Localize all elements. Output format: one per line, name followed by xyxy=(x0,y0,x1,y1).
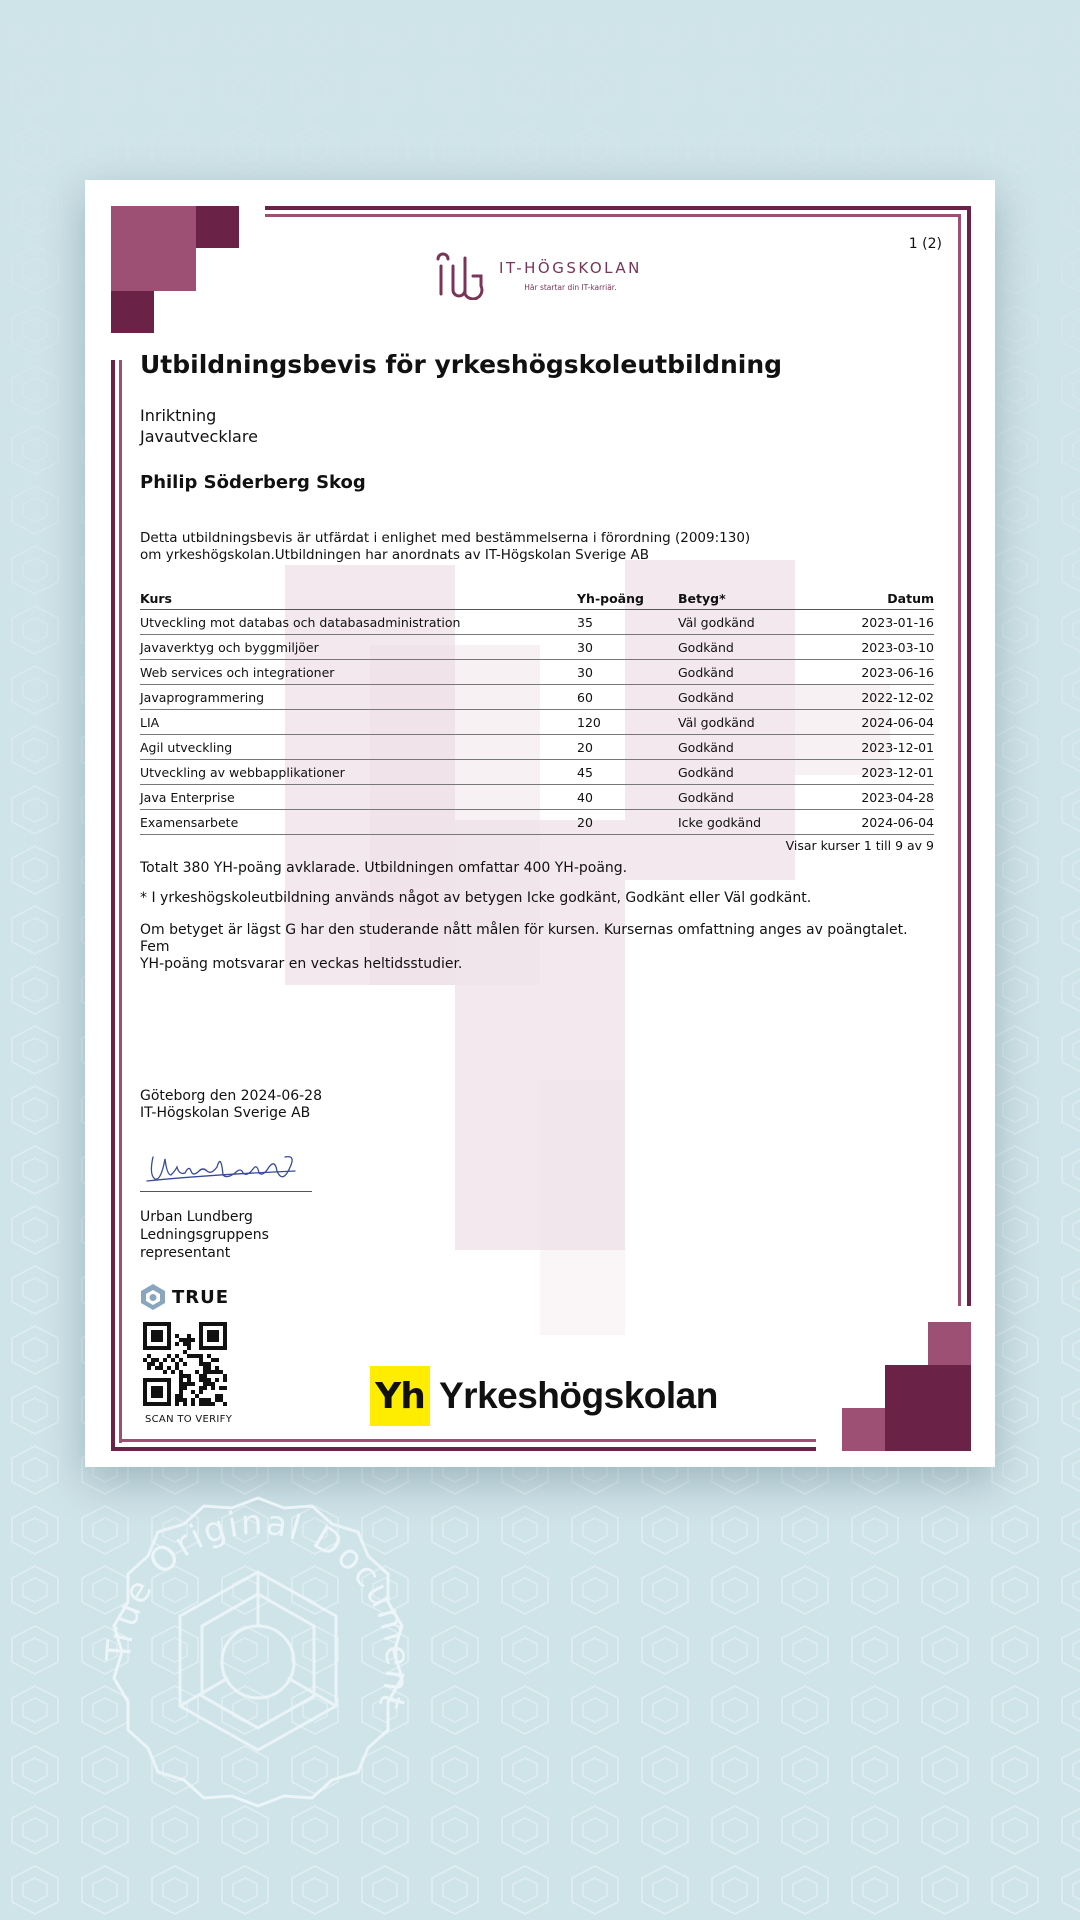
frame-bottom-line xyxy=(119,1439,816,1442)
scan-to-verify-label: SCAN TO VERIFY xyxy=(145,1414,233,1425)
yrkeshogskolan-logo xyxy=(370,1366,718,1426)
course-name: Web services och integrationer xyxy=(140,660,577,685)
corner-square xyxy=(111,206,196,291)
table-showing-count: Visar kurser 1 till 9 av 9 xyxy=(785,838,934,853)
table-header-row xyxy=(140,585,934,610)
issue-place-date xyxy=(140,1088,322,1122)
frame-top-line xyxy=(265,206,971,210)
frame-left-line xyxy=(119,360,122,1443)
course-grade: Godkänd xyxy=(678,685,818,710)
header-date: Datum xyxy=(818,585,934,610)
grade-explanation-line: Om betyget är lägst G har den studerande nått målen för kursen. Kursernas omfattning anges av poängtalet. Fem xyxy=(140,922,908,955)
signer-block xyxy=(140,1208,269,1262)
grade-explanation xyxy=(140,922,940,973)
course-date: 2023-12-01 xyxy=(818,760,934,785)
course-name: Java Enterprise xyxy=(140,785,577,810)
course-grade: Väl godkänd xyxy=(678,710,818,735)
frame-right-line xyxy=(967,206,971,1306)
table-row xyxy=(140,810,934,835)
course-points: 20 xyxy=(577,735,678,760)
signer-role: representant xyxy=(140,1245,231,1261)
handwritten-signature xyxy=(145,1145,305,1189)
course-name: Agil utveckling xyxy=(140,735,577,760)
true-logo xyxy=(140,1283,229,1311)
direction xyxy=(140,405,258,447)
frame-top-line xyxy=(265,214,961,217)
course-date: 2023-01-16 xyxy=(818,610,934,635)
course-points: 30 xyxy=(577,635,678,660)
grade-note: * I yrkeshögskoleutbildning används något av betygen Icke godkänt, Godkänt eller Väl godkänt. xyxy=(140,890,812,906)
yh-text: Yrkeshögskolan xyxy=(439,1375,718,1416)
course-date: 2023-12-01 xyxy=(818,735,934,760)
course-grade: Godkänd xyxy=(678,760,818,785)
course-name: LIA xyxy=(140,710,577,735)
table-row xyxy=(140,710,934,735)
course-name: Javaverktyg och byggmiljöer xyxy=(140,635,577,660)
header-course: Kurs xyxy=(140,585,577,610)
course-name: Examensarbete xyxy=(140,810,577,835)
qr-code-icon[interactable] xyxy=(143,1322,227,1406)
table-row xyxy=(140,610,934,635)
header-grade: Betyg* xyxy=(678,585,818,610)
course-date: 2022-12-02 xyxy=(818,685,934,710)
place-date: Göteborg den 2024-06-28 xyxy=(140,1088,322,1104)
page-number: 1 (2) xyxy=(908,236,942,252)
signer-name: Urban Lundberg xyxy=(140,1209,253,1225)
intro-line: Detta utbildningsbevis är utfärdat i enlighet med bestämmelserna i förordning (2009:130) xyxy=(140,530,751,546)
page-title: Utbildningsbevis för yrkeshögskoleutbildning xyxy=(140,350,783,379)
corner-square xyxy=(842,1408,885,1451)
direction-value: Javautvecklare xyxy=(140,427,258,446)
issuer: IT-Högskolan Sverige AB xyxy=(140,1105,311,1121)
direction-label: Inriktning xyxy=(140,406,217,425)
course-date: 2023-03-10 xyxy=(818,635,934,660)
brand-tagline: Här startar din IT-karriär. xyxy=(524,282,617,292)
yh-mark: Yh xyxy=(370,1366,430,1426)
intro-text xyxy=(140,530,940,564)
brand-name: IT-HÖGSKOLAN xyxy=(499,258,642,277)
table-row xyxy=(140,760,934,785)
course-grade: Godkänd xyxy=(678,635,818,660)
true-label: TRUE xyxy=(172,1286,230,1308)
table-row xyxy=(140,735,934,760)
table-row xyxy=(140,785,934,810)
course-date: 2023-04-28 xyxy=(818,785,934,810)
table-row xyxy=(140,635,934,660)
true-hexagon-icon xyxy=(140,1283,166,1311)
signature-line xyxy=(140,1191,312,1192)
course-grade: Icke godkänd xyxy=(678,810,818,835)
frame-right-line xyxy=(958,214,961,1306)
course-name: Utveckling mot databas och databasadministration xyxy=(140,610,577,635)
course-points: 40 xyxy=(577,785,678,810)
course-name: Javaprogrammering xyxy=(140,685,577,710)
course-points: 45 xyxy=(577,760,678,785)
table-row xyxy=(140,685,934,710)
course-grade: Godkänd xyxy=(678,660,818,685)
course-name: Utveckling av webbapplikationer xyxy=(140,760,577,785)
frame-left-line xyxy=(111,360,115,1451)
it-hogskolan-logo xyxy=(435,250,642,300)
course-points: 60 xyxy=(577,685,678,710)
corner-square xyxy=(111,291,154,333)
total-points-text: Totalt 380 YH-poäng avklarade. Utbildningen omfattar 400 YH-poäng. xyxy=(140,860,628,876)
course-points: 120 xyxy=(577,710,678,735)
it-hogskolan-logo-icon xyxy=(435,250,487,300)
faint-decor-block xyxy=(540,1080,625,1335)
table-row xyxy=(140,660,934,685)
corner-square xyxy=(928,1322,971,1365)
true-original-stamp-icon xyxy=(88,1492,428,1832)
grade-explanation-line: YH-poäng motsvarar en veckas heltidsstudier. xyxy=(140,956,463,972)
course-grade: Väl godkänd xyxy=(678,610,818,635)
course-grade: Godkänd xyxy=(678,735,818,760)
course-points: 20 xyxy=(577,810,678,835)
course-points: 30 xyxy=(577,660,678,685)
intro-line: om yrkeshögskolan.Utbildningen har anordnats av IT-Högskolan Sverige AB xyxy=(140,547,650,563)
header-points: Yh-poäng xyxy=(577,585,678,610)
frame-bottom-line xyxy=(111,1447,816,1451)
stamp-text: True Original Document xyxy=(98,1502,418,1716)
course-table xyxy=(140,585,934,835)
course-points: 35 xyxy=(577,610,678,635)
corner-square xyxy=(196,206,239,248)
course-date: 2024-06-04 xyxy=(818,710,934,735)
course-grade: Godkänd xyxy=(678,785,818,810)
course-date: 2024-06-04 xyxy=(818,810,934,835)
certificate-document xyxy=(85,180,995,1467)
course-date: 2023-06-16 xyxy=(818,660,934,685)
signer-role: Ledningsgruppens xyxy=(140,1227,269,1243)
corner-square xyxy=(885,1365,971,1451)
student-name: Philip Söderberg Skog xyxy=(140,472,366,493)
